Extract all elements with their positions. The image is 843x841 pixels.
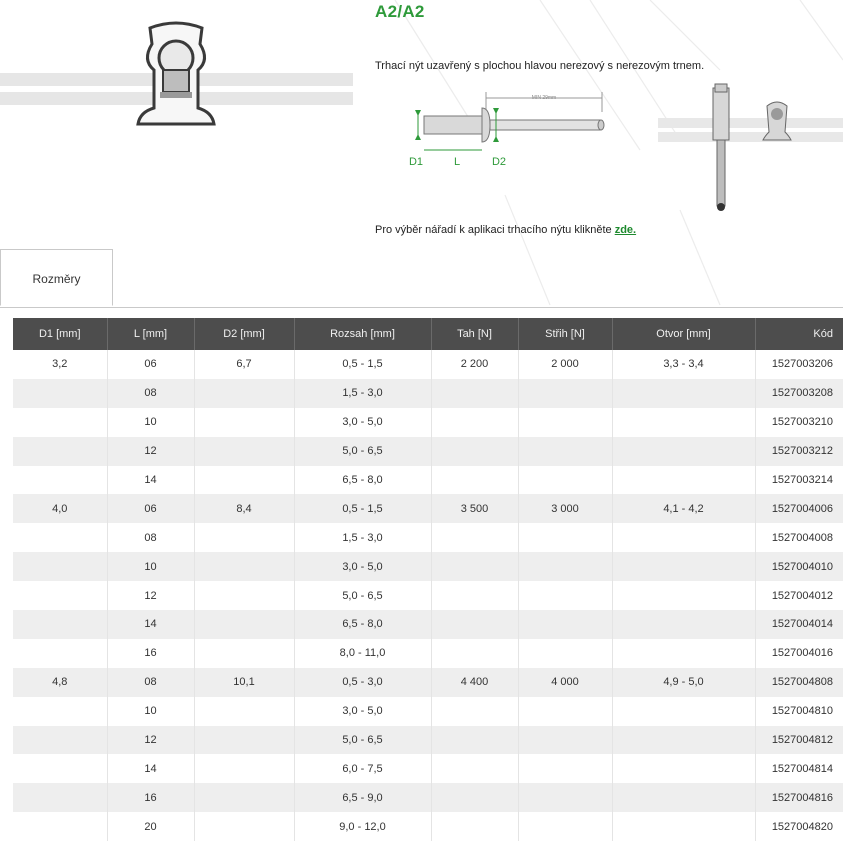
cell-tensile (431, 408, 518, 437)
cell-code: 1527003208 (755, 379, 843, 408)
cell-code: 1527004814 (755, 754, 843, 783)
cell-l: 10 (107, 408, 194, 437)
cell-range: 0,5 - 3,0 (294, 668, 431, 697)
cell-l: 08 (107, 379, 194, 408)
cell-range: 6,5 - 9,0 (294, 783, 431, 812)
cell-shear (518, 379, 612, 408)
cell-d1 (13, 783, 107, 812)
cell-hole (612, 754, 755, 783)
cell-hole (612, 408, 755, 437)
cell-l: 12 (107, 437, 194, 466)
cell-hole: 4,1 - 4,2 (612, 494, 755, 523)
label-d1: D1 (408, 156, 424, 168)
cell-d1 (13, 437, 107, 466)
cell-d1 (13, 552, 107, 581)
cell-d2: 10,1 (194, 668, 294, 697)
cell-range: 1,5 - 3,0 (294, 523, 431, 552)
cell-l: 20 (107, 812, 194, 841)
cell-shear (518, 437, 612, 466)
cell-tensile (431, 610, 518, 639)
cell-l: 08 (107, 668, 194, 697)
cell-l: 12 (107, 581, 194, 610)
cell-range: 6,0 - 7,5 (294, 754, 431, 783)
cell-d1: 3,2 (52, 358, 68, 371)
cell-code: 1527003212 (755, 437, 843, 466)
cell-code: 1527004016 (755, 639, 843, 668)
product-description: Trhací nýt uzavřený s plochou hlavou nerezový s nerezovým trnem. (375, 60, 705, 72)
cell-shear (518, 408, 612, 437)
cell-shear: 3 000 (518, 494, 612, 523)
cell-tensile (431, 437, 518, 466)
cell-tensile (431, 552, 518, 581)
cell-tensile (431, 379, 518, 408)
cell-d1 (13, 754, 107, 783)
tab-bar (0, 249, 843, 308)
cell-range: 5,0 - 6,5 (294, 437, 431, 466)
cell-shear: 4 000 (518, 668, 612, 697)
table-row (13, 581, 843, 610)
cell-code: 1527004820 (755, 812, 843, 841)
cell-range: 6,5 - 8,0 (294, 466, 431, 495)
table-row (13, 437, 843, 466)
cell-range: 5,0 - 6,5 (294, 726, 431, 755)
cell-d2: 6,7 (194, 350, 294, 379)
cell-code: 1527004010 (755, 552, 843, 581)
cell-l: 10 (107, 552, 194, 581)
min-length-label: MIN 29mm (531, 95, 557, 101)
cell-l: 14 (107, 754, 194, 783)
cell-range: 3,0 - 5,0 (294, 552, 431, 581)
cell-tensile (431, 726, 518, 755)
header-hole: Otvor [mm] (612, 318, 755, 350)
cell-l: 06 (107, 494, 194, 523)
cell-hole (612, 783, 755, 812)
cell-l: 12 (107, 726, 194, 755)
cell-d1 (13, 379, 107, 408)
cell-d2 (194, 812, 294, 841)
rivet-dimension-diagram (400, 88, 620, 178)
cell-range: 0,5 - 1,5 (294, 350, 431, 379)
rivet-installed-illustration (0, 0, 360, 140)
cell-d2 (194, 610, 294, 639)
cell-l: 16 (107, 783, 194, 812)
header-shear: Střih [N] (518, 318, 612, 350)
cell-d1 (13, 466, 107, 495)
table-row (13, 610, 843, 639)
cell-range: 6,5 - 8,0 (294, 610, 431, 639)
cell-shear (518, 639, 612, 668)
cell-hole (612, 466, 755, 495)
label-l: L (453, 156, 461, 168)
cell-d1: 4,8 (13, 668, 107, 697)
cell-code: 1527004812 (755, 726, 843, 755)
header-l: L [mm] (107, 318, 194, 350)
cell-code: 1527004816 (755, 783, 843, 812)
cell-tensile: 4 400 (431, 668, 518, 697)
cell-l: 14 (107, 610, 194, 639)
cell-d2 (194, 783, 294, 812)
cell-code: 1527003214 (755, 466, 843, 495)
cell-tensile (431, 754, 518, 783)
cell-hole (612, 697, 755, 726)
cell-hole: 3,3 - 3,4 (612, 350, 755, 379)
cell-hole (612, 610, 755, 639)
table-row (13, 350, 843, 379)
table-header-row (13, 318, 843, 350)
header-code: Kód (755, 318, 843, 350)
tab-dimensions[interactable]: Rozměry (0, 249, 113, 306)
cell-tensile (431, 466, 518, 495)
tool-selection-text (375, 224, 636, 236)
table-row (13, 552, 843, 581)
cell-range: 3,0 - 5,0 (294, 697, 431, 726)
cell-code: 1527004810 (755, 697, 843, 726)
cell-hole: 4,9 - 5,0 (612, 668, 755, 697)
table-row (13, 494, 843, 523)
cell-tensile: 3 500 (431, 494, 518, 523)
header-d1: D1 [mm] (13, 318, 107, 350)
cell-shear (518, 523, 612, 552)
cell-tensile (431, 697, 518, 726)
header-range: Rozsah [mm] (294, 318, 431, 350)
cell-hole (612, 523, 755, 552)
cell-d1 (13, 610, 107, 639)
cell-l: 16 (107, 639, 194, 668)
cell-d1 (13, 639, 107, 668)
cell-shear (518, 783, 612, 812)
table-row (13, 812, 843, 841)
cell-d1 (13, 726, 107, 755)
table-row (13, 726, 843, 755)
cell-shear (518, 466, 612, 495)
header-tensile: Tah [N] (431, 318, 518, 350)
cell-hole (612, 812, 755, 841)
table-row (13, 783, 843, 812)
cell-code: 1527004808 (755, 668, 843, 697)
cell-l: 10 (107, 697, 194, 726)
cell-hole (612, 552, 755, 581)
cell-d1 (13, 408, 107, 437)
header-d2: D2 [mm] (194, 318, 294, 350)
label-d2: D2 (491, 156, 507, 168)
cell-d2 (194, 408, 294, 437)
tool-selection-label: Pro výběr nářadí k aplikaci trhacího nýtu klikněte (375, 224, 612, 236)
cell-l: 14 (107, 466, 194, 495)
table-body (13, 350, 843, 841)
dimensions-table (13, 318, 843, 841)
table-row (13, 408, 843, 437)
cell-shear (518, 581, 612, 610)
cell-shear (518, 812, 612, 841)
table-row (13, 379, 843, 408)
cell-range: 1,5 - 3,0 (294, 379, 431, 408)
tool-selection-link[interactable]: zde. (614, 224, 637, 236)
cell-d1 (13, 523, 107, 552)
cell-hole (612, 639, 755, 668)
cell-shear: 2 000 (518, 350, 612, 379)
cell-d1: 4,0 (13, 494, 107, 523)
cell-code: 1527004006 (755, 494, 843, 523)
cell-range: 8,0 - 11,0 (294, 639, 431, 668)
cell-l: 06 (107, 350, 194, 379)
rivet-setting-illustration (655, 82, 843, 214)
product-title: A2/A2 (375, 2, 425, 21)
cell-d2: 8,4 (194, 494, 294, 523)
cell-tensile (431, 523, 518, 552)
cell-shear (518, 697, 612, 726)
table-row (13, 668, 843, 697)
cell-d2 (194, 581, 294, 610)
cell-hole (612, 379, 755, 408)
cell-d2 (194, 466, 294, 495)
cell-code: 1527003206 (755, 350, 843, 379)
cell-shear (518, 726, 612, 755)
cell-d1 (13, 581, 107, 610)
cell-code: 1527004014 (755, 610, 843, 639)
cell-hole (612, 581, 755, 610)
cell-range: 3,0 - 5,0 (294, 408, 431, 437)
cell-d1 (13, 812, 107, 841)
cell-d2 (194, 437, 294, 466)
cell-d2 (194, 379, 294, 408)
cell-shear (518, 552, 612, 581)
cell-shear (518, 610, 612, 639)
cell-tensile (431, 812, 518, 841)
cell-d2 (194, 754, 294, 783)
table-row (13, 754, 843, 783)
cell-range: 5,0 - 6,5 (294, 581, 431, 610)
cell-shear (518, 754, 612, 783)
cell-tensile (431, 639, 518, 668)
table-row (13, 697, 843, 726)
table-row (13, 639, 843, 668)
cell-tensile (431, 783, 518, 812)
cell-code: 1527004012 (755, 581, 843, 610)
table-row (13, 523, 843, 552)
cell-code: 1527003210 (755, 408, 843, 437)
cell-d2 (194, 639, 294, 668)
cell-tensile (431, 581, 518, 610)
cell-range: 9,0 - 12,0 (294, 812, 431, 841)
cell-d2 (194, 697, 294, 726)
cell-hole (612, 726, 755, 755)
cell-tensile: 2 200 (431, 350, 518, 379)
cell-code: 1527004008 (755, 523, 843, 552)
cell-range: 0,5 - 1,5 (294, 494, 431, 523)
cell-d2 (194, 523, 294, 552)
cell-d2 (194, 552, 294, 581)
cell-l: 08 (107, 523, 194, 552)
cell-hole (612, 437, 755, 466)
cell-d2 (194, 726, 294, 755)
table-row (13, 466, 843, 495)
cell-d1 (13, 697, 107, 726)
